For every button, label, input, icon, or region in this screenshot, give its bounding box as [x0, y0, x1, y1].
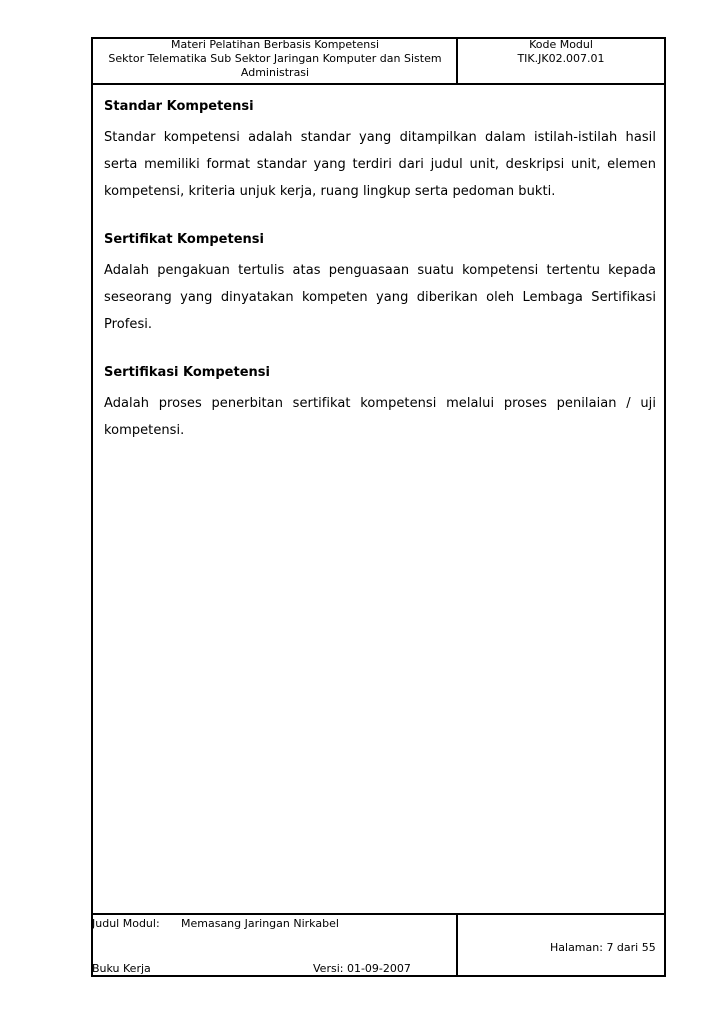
section-heading: Sertifikasi Kompetensi — [104, 365, 270, 380]
footer-book-type: Buku Kerja — [92, 962, 151, 975]
section-body: Adalah proses penerbitan sertifikat kompetensi melalui proses penilaian / uji kompetensi. — [104, 396, 656, 438]
main-content — [104, 98, 656, 470]
header-title-line2: Sektor Telematika Sub Sektor Jaringan Komputer dan Sistem — [108, 52, 442, 65]
footer-module-label: Judul Modul: — [92, 917, 160, 930]
footer-module-title: Memasang Jaringan Nirkabel — [181, 917, 339, 930]
header-title-line1: Materi Pelatihan Berbasis Kompetensi — [170, 38, 380, 51]
section-sertifikat-kompetensi — [104, 231, 656, 338]
section-body: Standar kompetensi adalah standar yang ditampilkan dalam istilah-istilah hasil serta memiliki format standar yang terdiri dari judul unit, deskripsi unit, elemen kompetensi, kriteria unjuk kerja, ruang lingkup serta pedoman bukti. — [104, 130, 656, 199]
module-code-value: TIK.JK02.007.01 — [517, 52, 605, 65]
section-heading: Standar Kompetensi — [104, 99, 254, 114]
header-title-block — [93, 37, 457, 84]
section-heading: Sertifikat Kompetensi — [104, 232, 264, 247]
section-standar-kompetensi — [104, 98, 656, 205]
module-code-label: Kode Modul — [529, 38, 593, 51]
footer-divider-horizontal — [91, 913, 666, 915]
footer-divider-vertical — [456, 913, 458, 977]
section-body: Adalah pengakuan tertulis atas penguasaan suatu kompetensi tertentu kepada seseorang yang dinyatakan kompeten yang diberikan oleh Lembaga Sertifikasi Profesi. — [104, 263, 656, 332]
header-code-block — [458, 37, 664, 84]
footer-page-info: Halaman: 7 dari 55 — [550, 941, 656, 954]
header-title-line3: Administrasi — [240, 66, 310, 79]
footer-version: Versi: 01-09-2007 — [313, 962, 411, 975]
section-sertifikasi-kompetensi — [104, 364, 656, 444]
